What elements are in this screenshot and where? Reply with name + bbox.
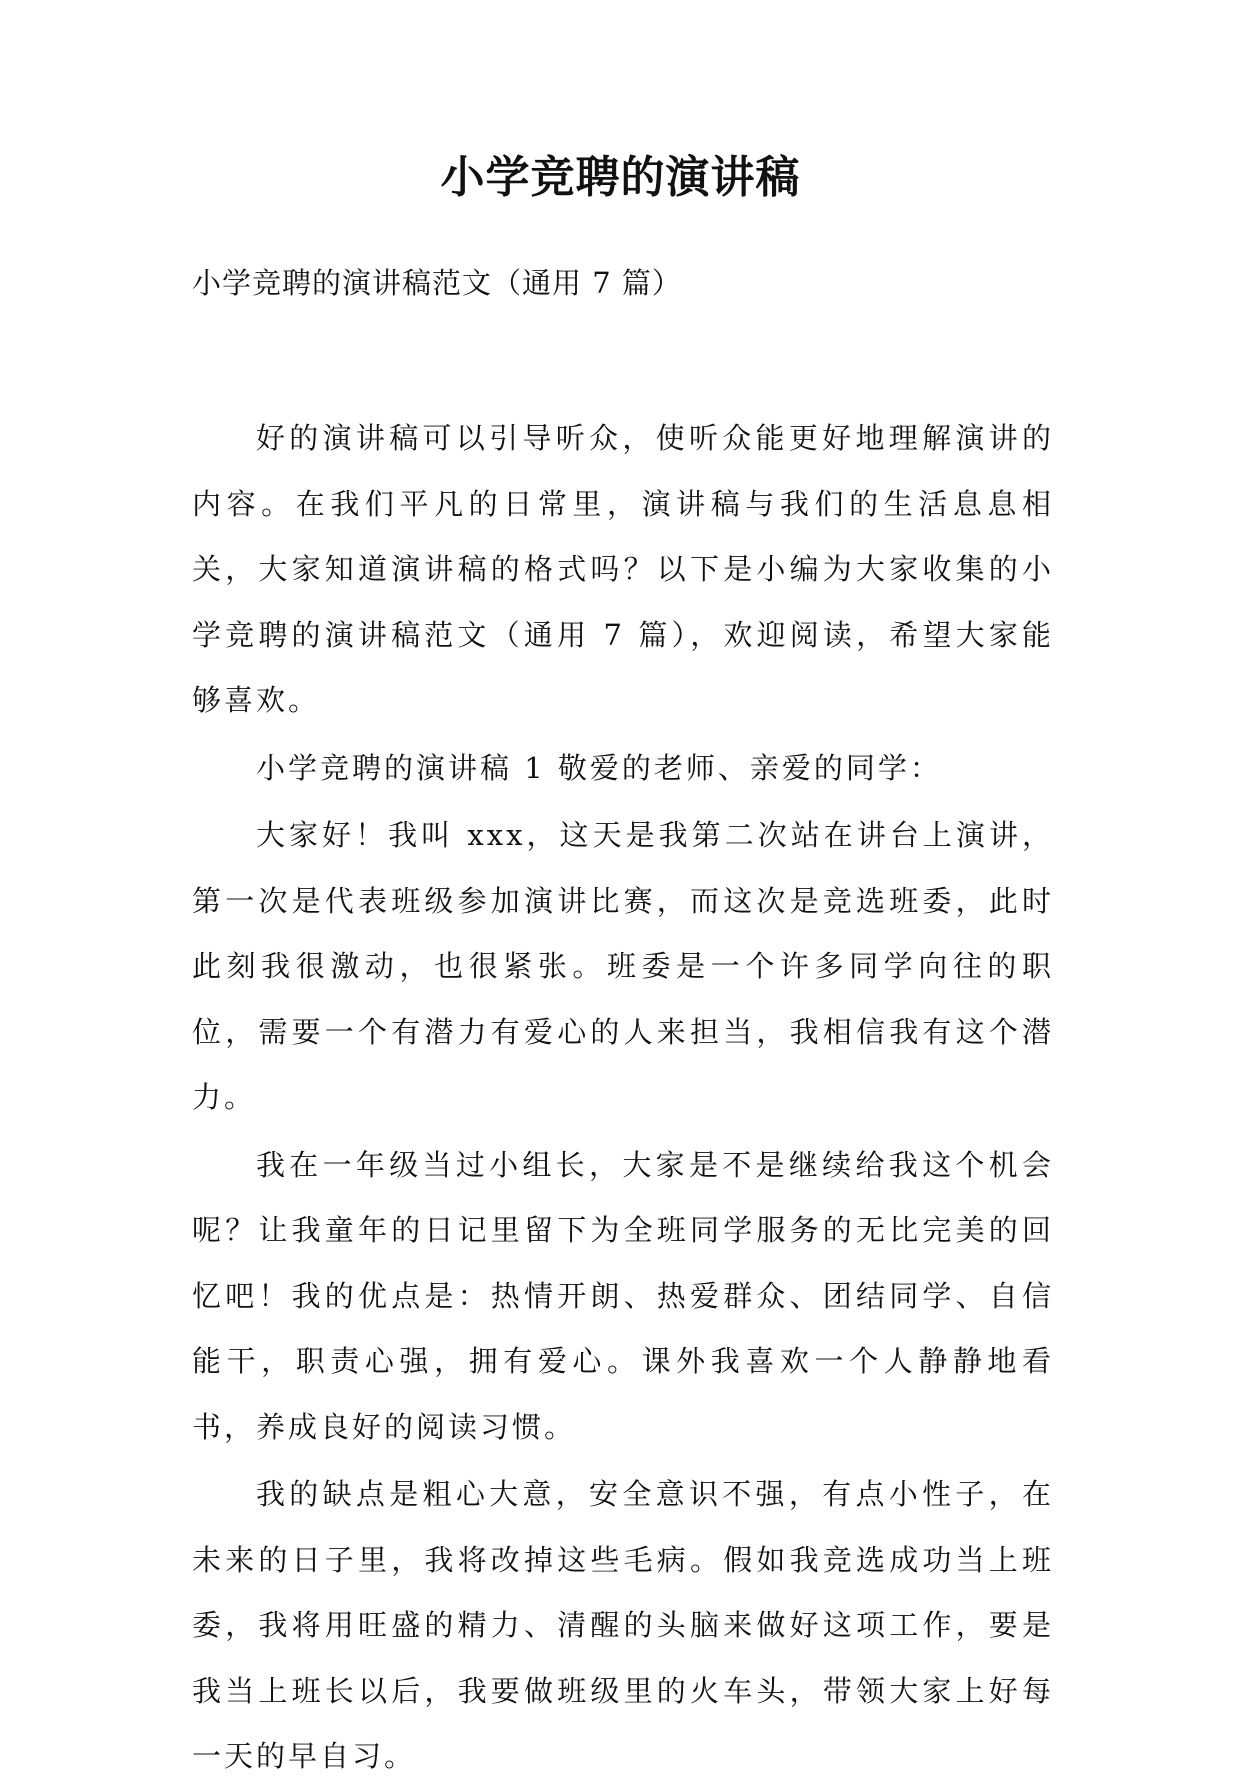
document-subtitle: 小学竞聘的演讲稿范文（通用 7 篇） bbox=[192, 266, 682, 300]
paragraph-weaknesses: 我的缺点是粗心大意，安全意识不强，有点小性子，在未来的日子里，我将改掉这些毛病。假如我竞选成功当上班委，我将用旺盛的精力、清醒的头脑来做好这项工作，要是我当上班长以后，我要做班级里的火车头，带领大家上好每一天的早自习。 bbox=[192, 1477, 1054, 1773]
document-body bbox=[192, 406, 1054, 1792]
paragraph-strengths: 我在一年级当过小组长，大家是不是继续给我这个机会呢？让我童年的日记里留下为全班同学服务的无比完美的回忆吧！我的优点是：热情开朗、热爱群众、团结同学、自信能干，职责心强，拥有爱心。课外我喜欢一个人静静地看书，养成良好的阅读习惯。 bbox=[192, 1147, 1054, 1444]
document-title: 小学竞聘的演讲稿 bbox=[440, 152, 801, 203]
paragraph-intro: 好的演讲稿可以引导听众，使听众能更好地理解演讲的内容。在我们平凡的日常里，演讲稿与我们的生活息息相关，大家知道演讲稿的格式吗？以下是小编为大家收集的小学竞聘的演讲稿范文（通用 7 篇），欢迎阅读，希望大家能够喜欢。 bbox=[192, 421, 1054, 717]
paragraph-greeting: 大家好！我叫 xxx，这天是我第二次站在讲台上演讲，第一次是代表班级参加演讲比赛，而这次是竞选班委，此时此刻我很激动，也很紧张。班委是一个许多同学向往的职位，需要一个有潜力有爱心的人来担当，我相信我有这个潜力。 bbox=[192, 818, 1054, 1114]
paragraph-speech-heading: 小学竞聘的演讲稿 1 敬爱的老师、亲爱的同学： bbox=[256, 750, 942, 785]
